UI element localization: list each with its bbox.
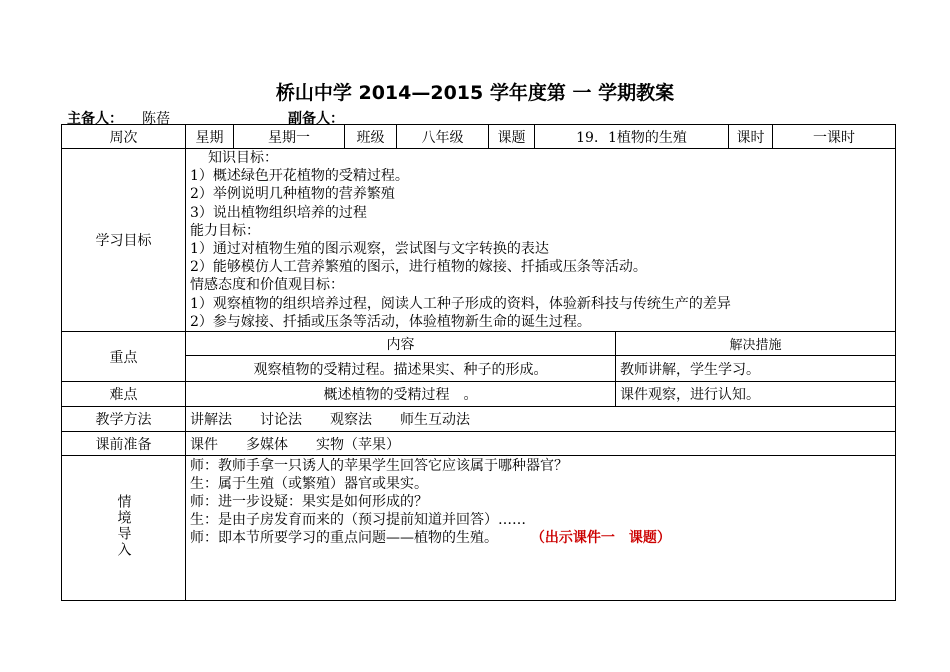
header-row [62, 125, 896, 149]
goals-line: 能力目标： [190, 222, 260, 239]
difficulties-measures: 课件观察，进行认知。 [616, 382, 896, 407]
goals-line: 情感态度和价值观目标： [190, 277, 344, 294]
topic-label: 课题 [489, 125, 535, 149]
main-preparer-label: 主备人： [67, 111, 123, 127]
intro-line-with-note [190, 529, 891, 547]
goals-content [186, 149, 896, 332]
topic-value: 19．1植物的生殖 [535, 125, 729, 149]
period-value: 一课时 [773, 125, 896, 149]
goals-line: 3）说出植物组织培养的过程 [190, 204, 367, 221]
weekday-value: 星期一 [234, 125, 345, 149]
period-label: 课时 [729, 125, 773, 149]
preparation-row [62, 432, 896, 456]
page-title: 桥山中学 2014—2015 学年度第 一 学期教案 [275, 82, 675, 104]
lesson-plan-table [61, 124, 896, 601]
preparation-value: 课件 多媒体 实物（苹果） [186, 432, 896, 456]
intro-line: 师：进一步设疑：果实是如何形成的？ [190, 494, 428, 511]
intro-content [186, 456, 896, 601]
class-value: 八年级 [397, 125, 489, 149]
methods-label: 教学方法 [62, 407, 186, 432]
measures-header: 解决措施 [616, 332, 896, 356]
goals-line: 1）观察植物的组织培养过程，阅读人工种子形成的资料，体验新科技与传统生产的差异 [190, 295, 731, 312]
difficulties-label: 难点 [62, 382, 186, 407]
goals-line: 1）通过对植物生殖的图示观察，尝试图与文字转换的表达 [190, 241, 549, 258]
goals-line: 知识目标： [208, 150, 278, 166]
key-points-content: 观察植物的受精过程。描述果实、种子的形成。 [186, 356, 616, 382]
intro-line: 师：即本节所要学习的重点问题——植物的生殖。 [190, 530, 498, 547]
intro-line: 生：是由子房发育而来的（预习提前知道并回答）…… [190, 512, 526, 529]
courseware-note: （出示课件一 课题） [530, 530, 671, 547]
class-label: 班级 [345, 125, 397, 149]
intro-label-cell [62, 456, 186, 601]
goals-row [62, 149, 896, 332]
intro-row [62, 456, 896, 601]
key-points-row [62, 356, 896, 382]
methods-row [62, 407, 896, 432]
key-points-header-row [62, 332, 896, 356]
vice-preparer-label: 副备人： [288, 111, 344, 127]
difficulties-row [62, 382, 896, 407]
goals-line: 1）概述绿色开花植物的受精过程。 [190, 168, 409, 185]
weekday-label: 星期 [186, 125, 234, 149]
intro-label: 情境导入 [115, 494, 132, 559]
main-preparer-name: 陈蓓 [142, 111, 170, 127]
key-points-label: 重点 [62, 332, 186, 382]
goals-label: 学习目标 [62, 149, 186, 332]
week-label: 周次 [62, 125, 186, 149]
goals-line: 2）参与嫁接、扦插或压条等活动，体验植物新生命的诞生过程。 [190, 313, 591, 330]
intro-line: 生：属于生殖（或繁殖）器官或果实。 [190, 476, 428, 493]
goals-line: 2）能够模仿人工营养繁殖的图示，进行植物的嫁接、扦插或压条等活动。 [190, 259, 647, 276]
goals-line: 2）举例说明几种植物的营养繁殖 [190, 186, 395, 203]
methods-value: 讲解法 讨论法 观察法 师生互动法 [186, 407, 896, 432]
preparation-label: 课前准备 [62, 432, 186, 456]
difficulties-content: 概述植物的受精过程 。 [186, 382, 616, 407]
key-points-measures: 教师讲解，学生学习。 [616, 356, 896, 382]
intro-line: 师：教师手拿一只诱人的苹果学生回答它应该属于哪种器官？ [190, 458, 568, 475]
content-header: 内容 [186, 332, 616, 356]
